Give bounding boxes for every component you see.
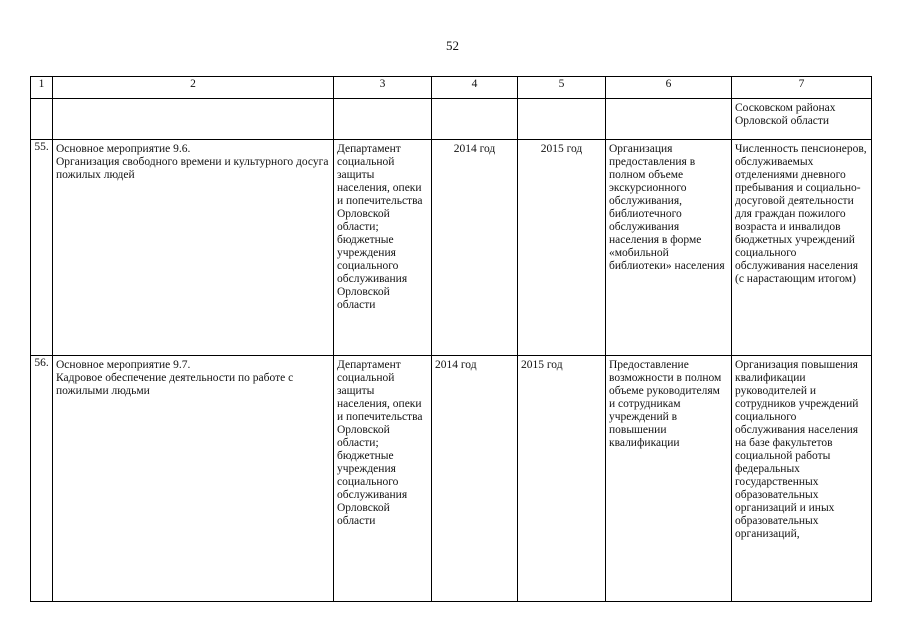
indicator-cell: Численность пенсионеров, обслуживаемых отделениями дневного пребывания и социально-досуговой деятельности для граждан пожилого возраста и инвалидов бюджетных учреждений социального обслуживания населения (с нарастающим итогом) [732,140,872,356]
result-cell: Предоставление возможности в полном объеме руководителям и сотрудникам учреждений в повышении квалификации [606,356,732,602]
start-year: 2014 год [432,356,518,602]
event-title: Основное мероприятие 9.6. [56,143,191,155]
start-year: 2014 год [432,140,518,356]
column-header-4: 4 [432,77,518,99]
column-header-2: 2 [53,77,334,99]
column-header-5: 5 [518,77,606,99]
row-number: 55. [31,140,53,356]
cont-cell-7: Сосковском районах Орловской области [732,99,872,140]
table-row [31,140,872,356]
column-number-row [31,77,872,99]
column-header-3: 3 [334,77,432,99]
event-cell [53,140,334,356]
indicator-cell: Организация повышения квалификации руководителей и сотрудников учреждений социального обслуживания населения на базе факультетов социальной работы федеральных государственных образовательных организаций и иных образовательных организаций, [732,356,872,602]
cont-cell-2 [53,99,334,140]
end-year: 2015 год [518,140,606,356]
cont-cell-1 [31,99,53,140]
cont-cell-5 [518,99,606,140]
executor-cell: Департамент социальной защиты населения, опеки и попечительства Орловской области; бюджетные учреждения социального обслуживания Орловской области [334,140,432,356]
cont-cell-4 [432,99,518,140]
table-row [31,356,872,602]
continuation-row [31,99,872,140]
page-number: 52 [446,38,459,53]
result-cell: Организация предоставления в полном объеме экскурсионного обслуживания, библиотечного обслуживания населения в форме «мобильной библиотеки» населения [606,140,732,356]
column-header-6: 6 [606,77,732,99]
event-title: Основное мероприятие 9.7. [56,359,191,371]
column-header-7: 7 [732,77,872,99]
events-table [30,76,872,602]
cont-cell-3 [334,99,432,140]
end-year: 2015 год [518,356,606,602]
row-number: 56. [31,356,53,602]
column-header-1: 1 [31,77,53,99]
event-name: Кадровое обеспечение деятельности по работе с пожилыми людьми [56,372,294,397]
event-name: Организация свободного времени и культурного досуга пожилых людей [56,156,329,181]
cont-cell-6 [606,99,732,140]
executor-cell: Департамент социальной защиты населения, опеки и попечительства Орловской области; бюджетные учреждения социального обслуживания Орловской области [334,356,432,602]
event-cell [53,356,334,602]
